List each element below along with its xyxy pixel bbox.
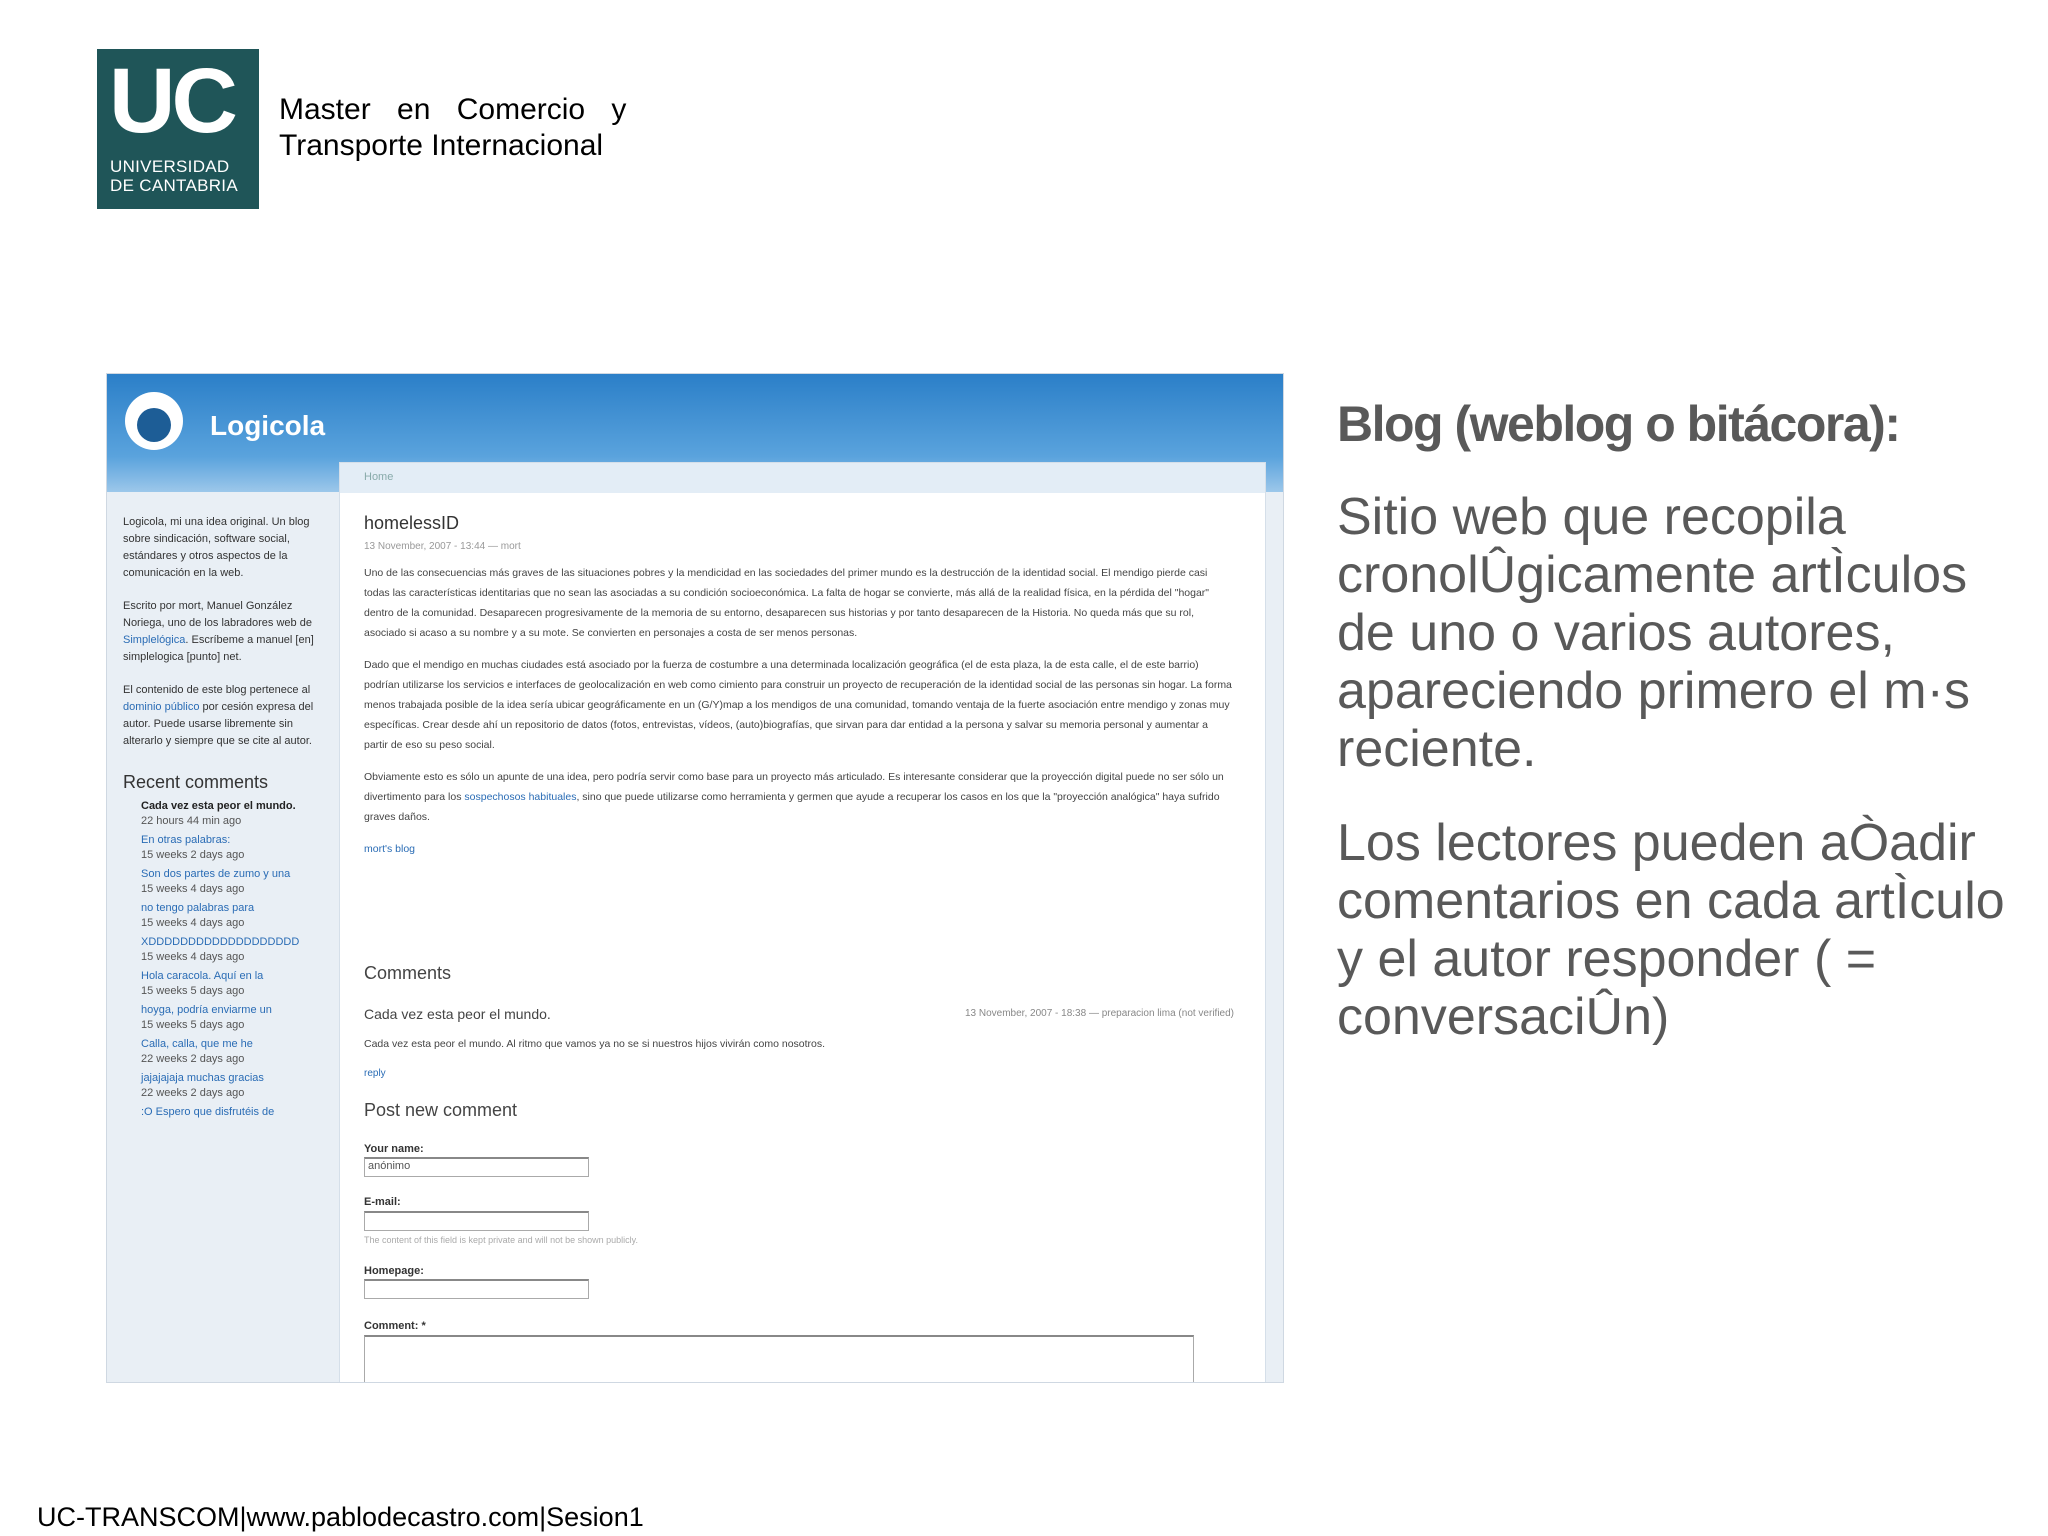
- sidebar-author: [123, 598, 333, 666]
- recent-comment-age: 22 weeks 2 days ago: [141, 1087, 245, 1099]
- breadcrumb-home[interactable]: Home: [364, 471, 394, 483]
- blog-content: [339, 462, 1266, 1383]
- post-body: [364, 563, 1234, 871]
- program-title: [279, 92, 626, 164]
- homepage-label: Homepage:: [364, 1265, 424, 1277]
- author-text-end: . Escríbeme a manuel [en] simplelogica [punto] net.: [123, 634, 314, 663]
- post-comment-title: Post new comment: [364, 1100, 518, 1120]
- recent-comment-link[interactable]: Son dos partes de zumo y una: [141, 868, 291, 880]
- p3-text-end: , sino que puede utilizarse como herramienta y germen que ayude a recuperar los casos en los que la "proyección analógica" haya sufrido graves daños.: [364, 791, 1220, 823]
- logo-line-1: UNIVERSIDAD: [110, 157, 230, 176]
- breadcrumb[interactable]: [340, 463, 1265, 493]
- recent-comment-age: 15 weeks 5 days ago: [141, 985, 245, 997]
- comment-text: Cada vez esta peor el mundo. Al ritmo que vamos ya no se si nuestros hijos vivirán como nosotros.: [364, 1038, 826, 1050]
- email-input[interactable]: [364, 1211, 589, 1231]
- comment-date: 13 November, 2007 - 18:38 — preparacion lima (not verified): [964, 1008, 1234, 1019]
- footer: UC-TRANSCOM|www.pablodecastro.com|Sesion1: [37, 1502, 644, 1532]
- email-label: E-mail:: [364, 1196, 401, 1208]
- comment-label: Comment: *: [364, 1320, 426, 1332]
- p3-text: Obviamente esto es sólo un apunte de una idea, pero podría servir como base para un proyecto más articulado. Es interesante considerar que la proyección digital puede no ser sólo un divertimento para los: [364, 771, 1224, 803]
- name-input-value: anónimo: [368, 1160, 411, 1172]
- logo-letters: UC: [109, 50, 234, 152]
- blog-sidebar: [123, 514, 333, 1124]
- post-paragraph-1: Uno de las consecuencias más graves de las situaciones pobres y la mendicidad en las sociedades del primer mundo es la destrucción de la identidad social. El mendigo pierde casi todas las características identitarias que no sean las asociadas a su condición socioeconómica. La falta de hogar se convierte, más allá de la realidad física, en la pérdida del "hogar" dentro de la comunidad. Desaparecen progresivamente de la memoria de su entorno, desaparecen sus historias y por tanto desaparecen de la Historia. No queda más que su rol, asociado si acaso a su nombre y a su mote. Se convierten en personajes a costa de ser menos personas.: [364, 567, 1210, 639]
- recent-comment-item: [141, 833, 333, 863]
- recent-comment-age: 22 hours 44 min ago: [141, 815, 242, 827]
- logo-university-name: [110, 157, 238, 195]
- recent-comment-link[interactable]: XDDDDDDDDDDDDDDDDDDD: [141, 936, 300, 948]
- slide-title: Blog (weblog o bitácora):: [1337, 396, 1900, 452]
- recent-comment-link[interactable]: Hola caracola. Aquí en la: [141, 970, 264, 982]
- program-line-2: Transporte Internacional: [279, 129, 604, 162]
- post-paragraph-3: [364, 767, 1234, 827]
- sidebar-license: [123, 682, 333, 750]
- slide-paragraph-2: Los lectores pueden aÒadir comentarios en cada artÌculo y el autor responder ( = conversaciÛn): [1337, 814, 2005, 1046]
- recent-comment-item: [141, 935, 333, 965]
- recent-comment-link[interactable]: Calla, calla, que me he: [141, 1038, 253, 1050]
- homepage-input[interactable]: [364, 1279, 589, 1299]
- license-text-end: por cesión expresa del autor. Puede usarse libremente sin alterarlo y siempre que se cite al autor.: [123, 701, 314, 747]
- recent-comment-age: 15 weeks 4 days ago: [141, 951, 245, 963]
- recent-comment-link[interactable]: En otras palabras:: [141, 834, 231, 846]
- recent-comment-item: [141, 969, 333, 999]
- slide-paragraph-1: Sitio web que recopila cronolÛgicamente artÌculos de uno o varios autores, apareciendo primero el m·s reciente.: [1337, 488, 1970, 778]
- recent-comment-link[interactable]: Cada vez esta peor el mundo.: [141, 800, 296, 812]
- uc-logo: [97, 49, 259, 209]
- post-title[interactable]: homelessID: [364, 513, 460, 533]
- email-hint: The content of this field is kept private and will not be shown publicly.: [364, 1235, 638, 1245]
- name-label: Your name:: [364, 1143, 424, 1155]
- post-paragraph-2: Dado que el mendigo en muchas ciudades está asociado por la fuerza de costumbre a una determinada localización geográfica (el de esta plaza, la de esta calle, el de este barrio) podrían utilizarse los servicios e interfaces de geolocalización en web como cimiento para construir un proyecto de recuperación de la identidad social de las personas sin hogar. La forma menos trabajada posible de la idea sería ubicar geográficamente en un (G/Y)map a los mendigos de una comunidad, tomando ventaja de la fuerte asociación entre mendigo y zonas muy específicas. Crear desde ahí un repositorio de datos (fotos, entrevistas, vídeos, (auto)biografías, que sirvan para dar entidad a la persona y salvar su memoria personal y aumentar a partir de eso su peso social.: [364, 659, 1232, 751]
- drupal-drop-icon: [125, 392, 183, 450]
- post-meta: 13 November, 2007 - 13:44 — mort: [364, 541, 521, 552]
- sidebar-about: Logicola, mi una idea original. Un blog sobre sindicación, software social, estándares y otros aspectos de la comunicación en la web.: [123, 516, 310, 579]
- logo-line-2: DE CANTABRIA: [110, 176, 238, 195]
- program-line-1: Master en Comercio y: [279, 93, 627, 126]
- author-text: Escrito por mort, Manuel González Noriega, uno de los labradores web de: [123, 600, 312, 629]
- blog-site-name[interactable]: Logicola: [210, 410, 326, 441]
- recent-comment-item: [141, 1105, 333, 1120]
- blog-screenshot: [106, 373, 1284, 1383]
- recent-comment-link[interactable]: no tengo palabras para: [141, 902, 255, 914]
- reply-link[interactable]: reply: [364, 1068, 386, 1079]
- recent-comment-item: [141, 901, 333, 931]
- recent-comment-age: 15 weeks 4 days ago: [141, 883, 245, 895]
- simplelogica-link[interactable]: Simplelógica: [123, 634, 186, 646]
- recent-comment-link[interactable]: hoyga, podría enviarme un: [141, 1004, 272, 1016]
- license-text: El contenido de este blog pertenece al: [123, 684, 311, 696]
- recent-comments-title: Recent comments: [123, 772, 269, 792]
- comments-title: Comments: [364, 963, 452, 983]
- comment-textarea[interactable]: [364, 1335, 1194, 1383]
- comment-title[interactable]: Cada vez esta peor el mundo.: [364, 1006, 551, 1022]
- recent-comment-item: [141, 1003, 333, 1033]
- name-input[interactable]: [364, 1157, 589, 1177]
- usual-suspects-link[interactable]: sospechosos habituales: [464, 791, 577, 803]
- recent-comment-item: [141, 1037, 333, 1067]
- public-domain-link[interactable]: dominio público: [123, 701, 200, 713]
- comment-header: [364, 1006, 1234, 1022]
- recent-comment-age: 15 weeks 4 days ago: [141, 917, 245, 929]
- recent-comment-age: 22 weeks 2 days ago: [141, 1053, 245, 1065]
- recent-comment-link[interactable]: :O Espero que disfrutéis de: [141, 1106, 275, 1118]
- recent-comment-item: [141, 799, 333, 829]
- recent-comment-link[interactable]: jajajajaja muchas gracias: [141, 1072, 264, 1084]
- recent-comments-list: [123, 799, 333, 1120]
- recent-comment-item: [141, 1071, 333, 1101]
- recent-comment-age: 15 weeks 5 days ago: [141, 1019, 245, 1031]
- blog-link[interactable]: mort's blog: [364, 843, 416, 855]
- recent-comment-item: [141, 867, 333, 897]
- recent-comment-age: 15 weeks 2 days ago: [141, 849, 245, 861]
